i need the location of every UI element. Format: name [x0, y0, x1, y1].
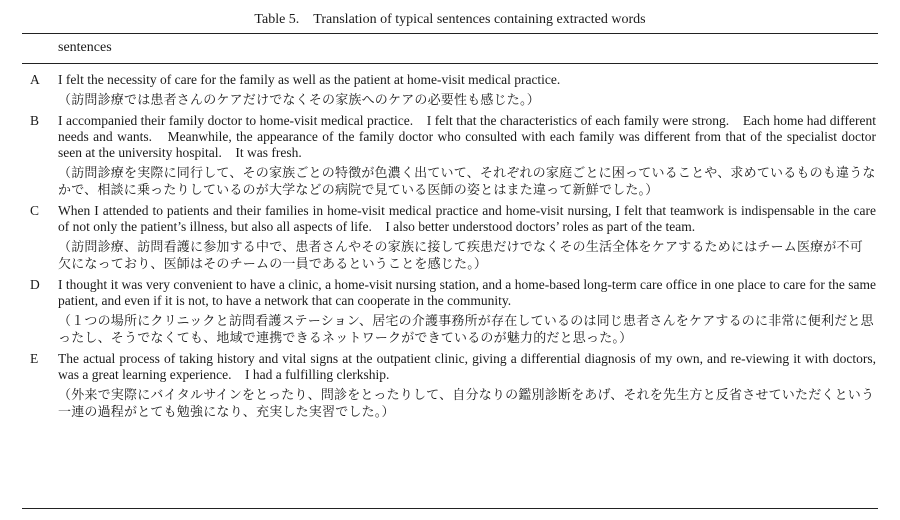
row-label: D [30, 277, 40, 292]
header-rule [22, 63, 878, 64]
english-sentence: I felt the necessity of care for the family as well as the patient at home-visit medical practice. [58, 72, 561, 87]
row-label: A [30, 72, 40, 87]
japanese-sentence: （外来で実際にバイタルサインをとったり、問診をとったりして、自分なりの鑑別診断をあげ、それを先生方と反省させていただくという一連の過程がとても勉強になり、充実した実習でした。） [58, 388, 875, 420]
table-body [0, 72, 900, 425]
table-row-c [0, 203, 900, 273]
row-label: B [30, 113, 40, 128]
english-sentence: I thought it was very convenient to have a clinic, a home-visit nursing station, and a home-based long-term care office in one place to care for the same patient, and even if it is not, to have a network that can cooperate in the community. [58, 277, 876, 308]
row-content [58, 72, 876, 109]
row-label: C [30, 203, 40, 218]
row-content [58, 351, 876, 421]
japanese-sentence: （訪問診療では患者さんのケアだけでなくその家族へのケアの必要性も感じた。） [58, 93, 540, 108]
column-header: sentences [58, 40, 112, 55]
japanese-sentence: （訪問診療、訪問看護に参加する中で、患者さんやその家族に接して疾患だけでなくその生活全体をケアするためにはチーム医療が不可欠になっており、医師はそのチームの一員であるということを感じた。） [58, 240, 863, 272]
japanese-sentence: （１つの場所にクリニックと訪問看護ステーション、居宅の介護事務所が存在しているのは同じ患者さんをケアするのに非常に便利だと思ったし、そうでなくても、地域で連携できるネットワークができているのが魅力的だと思った。） [58, 314, 874, 346]
table-row-b [0, 113, 900, 199]
english-sentence: The actual process of taking history and vital signs at the outpatient clinic, giving a differential diagnosis of my own, and re-viewing it with doctors, was a great learning experience. I had a fulfilling clerkship. [58, 351, 876, 382]
row-content [58, 203, 876, 273]
english-sentence: When I attended to patients and their families in home-visit medical practice and home-visit nursing, I felt that teamwork is indispensable in the care of not only the patient’s illness, but also all aspects of life. I also better understood doctors’ roles as part of the team. [58, 203, 876, 234]
row-label: E [30, 351, 39, 366]
english-sentence: I accompanied their family doctor to home-visit medical practice. I felt that the characteristics of each family were strong. Each home had different needs and wants. Meanwhile, the appearance of the family doctor who consulted with each family was different from that of the specialist doctor seen at the university hospital. It was fresh. [58, 113, 876, 160]
table-caption: Table 5. Translation of typical sentences containing extracted words [254, 12, 646, 27]
row-content [58, 277, 876, 347]
row-content [58, 113, 876, 199]
table-row-d [0, 277, 900, 347]
table-row-a [0, 72, 900, 109]
top-rule [22, 33, 878, 34]
japanese-sentence: （訪問診療を実際に同行して、その家族ごとの特徴が色濃く出ていて、それぞれの家庭ごとに困っていることや、求めているものも違うなかで、相談に乗ったりしているのが大学などの病院で見ている医師の姿とはまた違って新鮮でした。） [58, 166, 876, 198]
bottom-rule [22, 508, 878, 509]
table-row-e [0, 351, 900, 421]
